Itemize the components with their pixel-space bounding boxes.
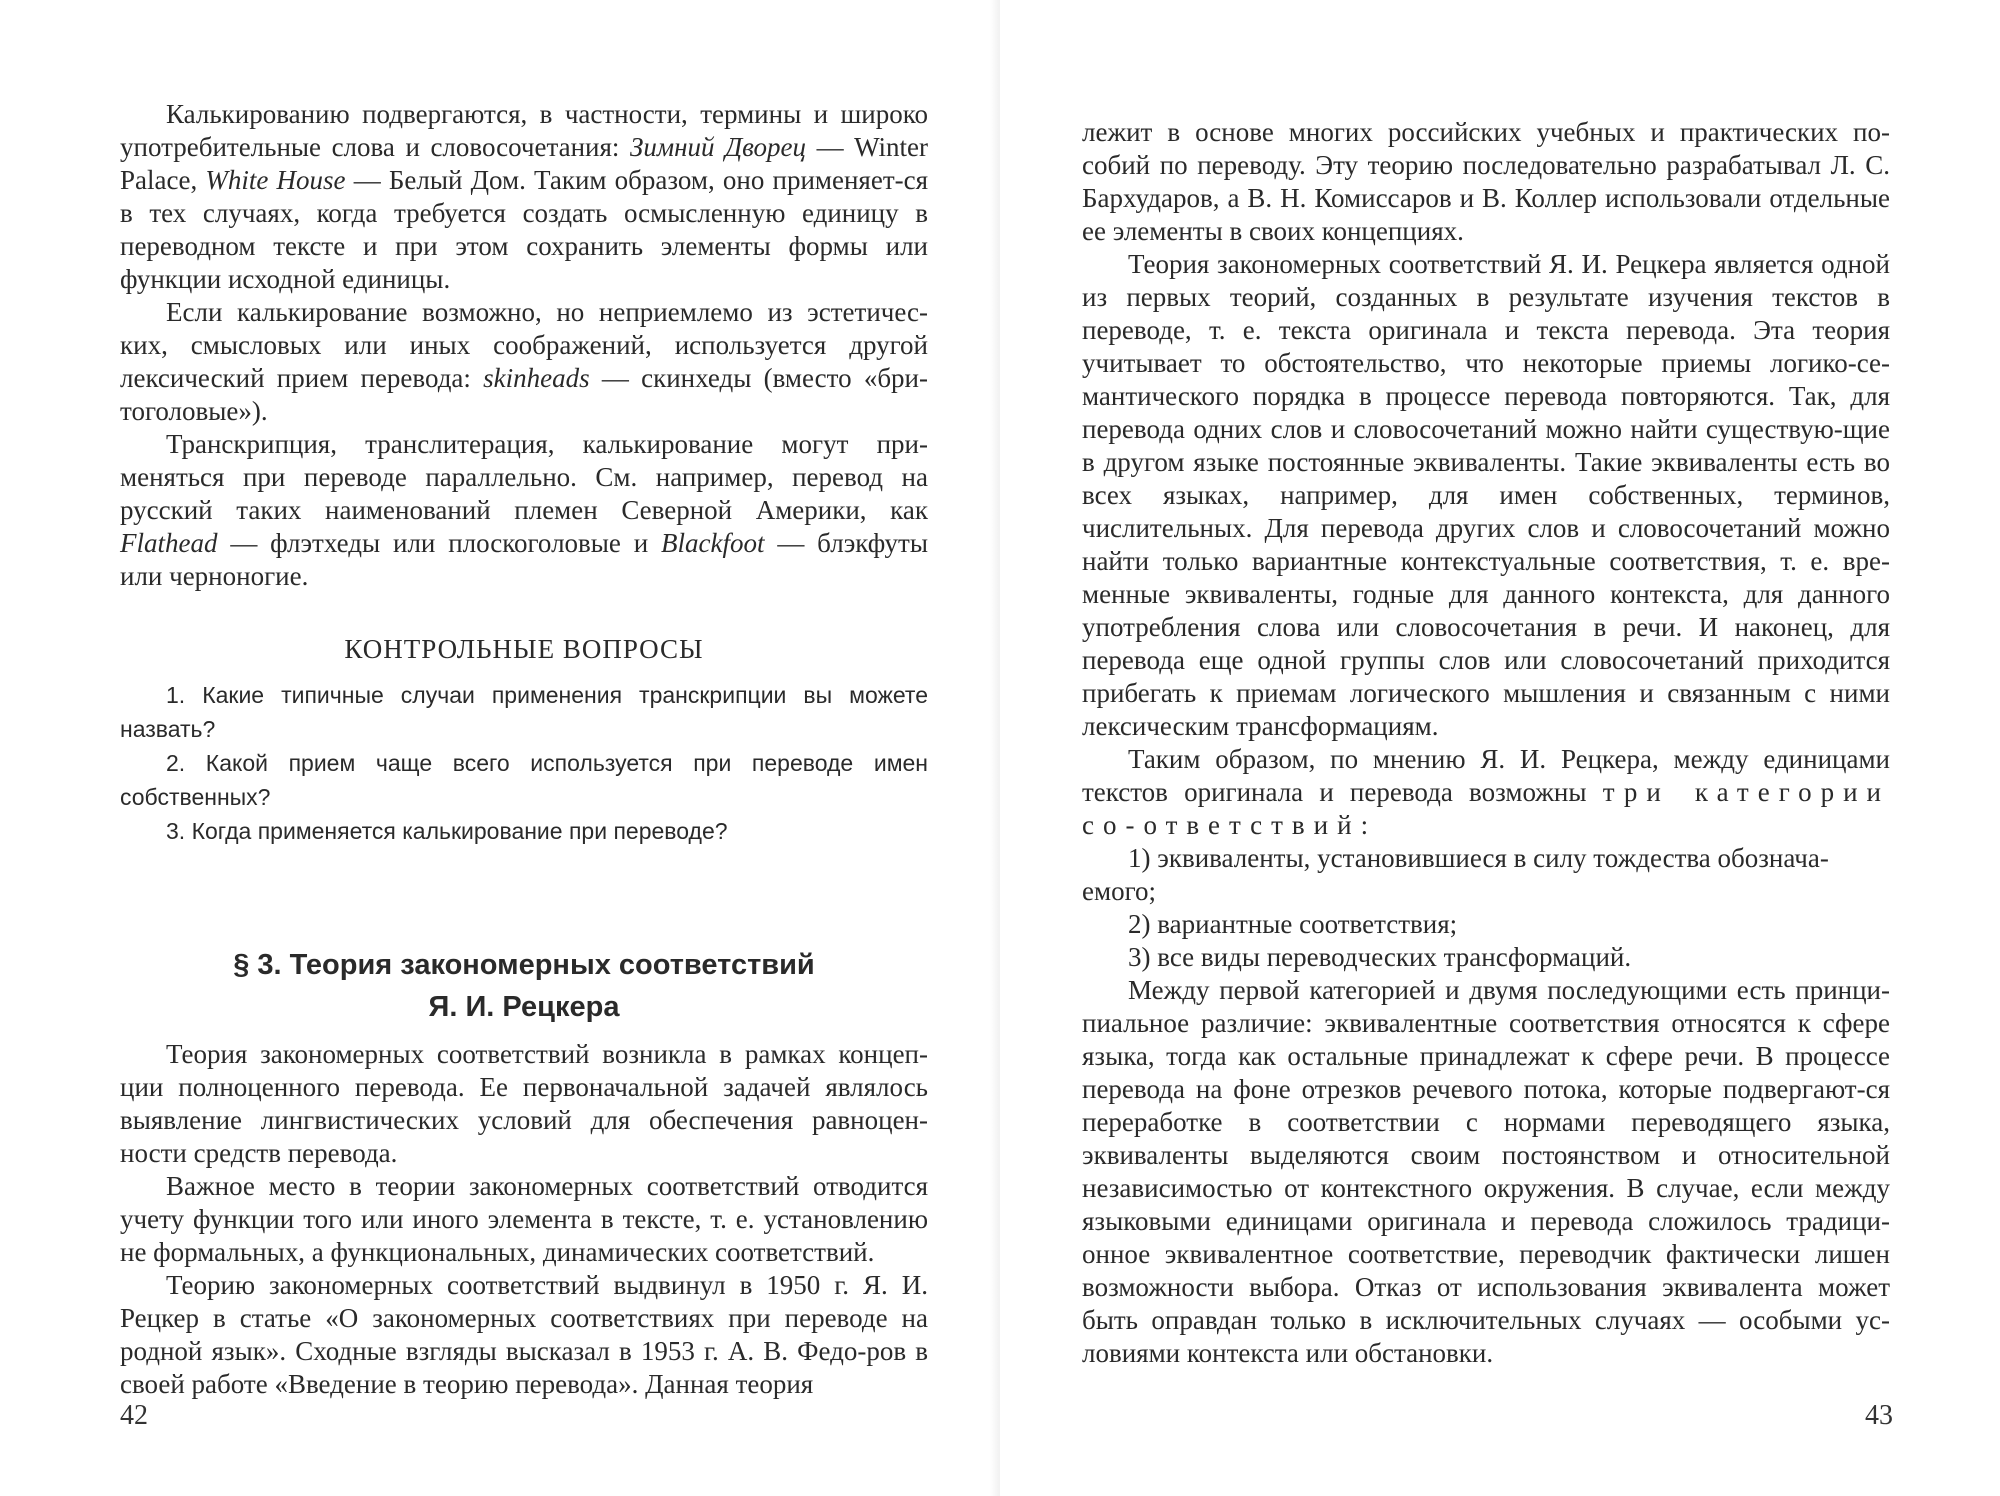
text-run: — скинхеды (вместо «бри-тоголовые»). — [120, 363, 929, 426]
right-page-text — [1082, 116, 1890, 1370]
italic-term: skinheads — [483, 363, 590, 393]
text-run: — Winter Palace, — [120, 132, 928, 195]
right-page — [1000, 0, 2000, 1496]
section-title-line: § 3. Теория закономерных соответствий — [233, 949, 815, 981]
italic-term: Зимний Дворец — [629, 132, 807, 162]
question-item: 3. Когда применяется калькирование при переводе? — [166, 818, 728, 844]
list-item: 2) вариантные соответствия; — [1128, 909, 1458, 939]
question-item: 1. Какие типичные случаи применения транскрипции вы можете назвать? — [120, 682, 928, 742]
paragraph — [120, 428, 928, 593]
paragraph: Теория закономерных соответствий Я. И. Рецкера является одной из первых теорий, созданных в результате изучения текстов в переводе, т. е. текста оригинала и текста перевода. Эта теория учитывает то обстоятельство, что некоторые приемы логико-се-мантического порядка в процессе перевода повторяются. Так, для перевода одних слов и словосочетаний можно найти существую-щие в другом языке постоянные эквиваленты. Такие эквиваленты есть во всех языках, например, для имен собственных, терминов, числительных. Для перевода других слов и словосочетаний можно найти только вариантные контекстуальные соответствия, т. е. вре-менные эквиваленты, годные для данного контекста, для данного употребления слова или словосочетания в речи. И наконец, для перевода еще одной группы слов или словосочетаний приходится прибегать к приемам логического мышления и связанным с ними лексическим трансформациям. — [1082, 249, 1890, 741]
text-run: : — [1360, 810, 1369, 840]
paragraph: Важное место в теории закономерных соответствий отводится учету функции того или иного элемента в тексте, т. е. установлению не формальных, а функциональных, динамических соответствий. — [120, 1171, 928, 1267]
paragraph: лежит в основе многих российских учебных и практических по-собий по переводу. Эту теорию последовательно разрабатывал Л. С. Бархударов, а В. Н. Комиссаров и В. Коллер использовали отдельные ее элементы в своих концепциях. — [1082, 117, 1890, 246]
italic-term: Flathead — [120, 528, 218, 558]
section-title-line: Я. И. Рецкера — [428, 991, 620, 1023]
left-page-text — [120, 98, 928, 1401]
text-run: Таким образом, по мнению Я. И. Рецкера, между единицами текстов оригинала и перевода возможны — [1082, 744, 1890, 807]
italic-term: White House — [205, 165, 346, 195]
text-run: Если калькирование возможно, но неприемлемо из эстетичес-ких, смысловых или иных соображений, используется другой лексический прием перевода: — [120, 297, 928, 393]
page-number: 43 — [1865, 1400, 1893, 1431]
paragraph: Между первой категорией и двумя последующими есть принци-пиальное различие: эквивалентные соответствия относятся к сфере языка, тогда как остальные принадлежат к сфере речи. В процессе перевода на фоне отрезков речевого потока, которые подвергают-ся переработке в соответствии с нормами переводящего языка, эквиваленты выделяются своим постоянством и относительной независимостью от контекстного окружения. В случае, если между языковыми единицами оригинала и перевода сложилось традици-онное эквивалентное соответствие, переводчик фактически лишен возможности выбора. Отказ от использования эквивалента может быть оправдан только в исключительных случаях — особыми ус-ловиями контекста или обстановки. — [1082, 975, 1890, 1368]
section-title — [120, 944, 928, 1028]
page-number: 42 — [120, 1400, 148, 1431]
list-item: 3) все виды переводческих трансформаций. — [1128, 942, 1632, 972]
paragraph: Теория закономерных соответствий возникла в рамках концеп-ции полноценного перевода. Ее первоначальной задачей являлось выявление лингвистических условий для обеспечения равноцен-ности средств перевода. — [120, 1039, 928, 1168]
paragraph: Теорию закономерных соответствий выдвинул в 1950 г. Я. И. Рецкер в статье «О закономерных соответствиях при переводе на родной язык». Сходные взгляды высказал в 1953 г. А. В. Федо-ров в своей работе «Введение в теорию перевода». Данная теория — [120, 1270, 928, 1399]
text-run: Калькированию подвергаются, в частности, термины и широко употребительные слова и словосочетания: — [120, 99, 928, 162]
text-run: — блэкфуты или черноногие. — [120, 528, 928, 591]
text-run: — Белый Дом. Таким образом, оно применяет-ся в тех случаях, когда требуется создать осмысленную единицу в переводном тексте и при этом сохранить элементы формы или функции исходной единицы. — [120, 165, 929, 294]
paragraph — [120, 98, 928, 296]
question-item: 2. Какой прием чаще всего используется при переводе имен собственных? — [120, 750, 928, 810]
text-run: Транскрипция, транслитерация, калькирование могут при-меняться при переводе параллельно. См. например, перевод на русский таких наименований племен Северной Америки, как — [120, 429, 928, 525]
paragraph — [1082, 743, 1890, 842]
questions-heading: КОНТРОЛЬНЫЕ ВОПРОСЫ — [344, 634, 704, 664]
text-run: — флэтхеды или плоскоголовые и — [217, 528, 662, 558]
spaced-emphasis: три категории со-ответствий — [1082, 777, 1891, 840]
italic-term: Blackfoot — [661, 528, 765, 558]
list-item: 1) эквиваленты, установившиеся в силу тождества обознача-емого; — [1082, 843, 1829, 906]
paragraph — [120, 296, 928, 428]
